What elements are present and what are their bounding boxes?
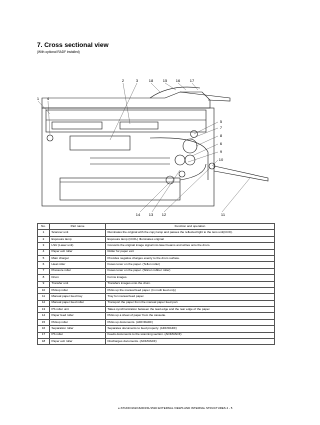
callout-18: 18 — [148, 78, 154, 83]
cross-section-figure — [30, 78, 280, 218]
cell-function: Picks up a sheet of paper from the cassette. — [106, 313, 275, 319]
cell-part-name: PS roller — [50, 332, 106, 338]
cell-function: Forms images. — [106, 275, 275, 281]
cell-function: Transfers images onto the drum. — [106, 281, 275, 287]
section-subnote: (With optional RADF installed) — [37, 50, 80, 54]
cell-no: 17 — [38, 332, 50, 338]
cell-function: Roller for paper exit — [106, 249, 275, 255]
callout-10: 10 — [218, 157, 224, 162]
cell-part-name: Separation roller — [50, 326, 106, 332]
cell-part-name: Pressure roller — [50, 268, 106, 274]
cell-part-name: LSU (Laser unit) — [50, 243, 106, 249]
cell-no: 6 — [38, 262, 50, 268]
cell-function: Fuses toner on the paper. (Silicon rubber roller) — [106, 268, 275, 274]
cell-no: 18 — [38, 339, 50, 345]
cell-no: 15 — [38, 319, 50, 325]
cell-part-name: Paper exit roller — [50, 339, 106, 345]
cell-function: Feeds documents to the scanning section. (ADF/RADF) — [106, 332, 275, 338]
cell-part-name: Manual paper feed tray — [50, 294, 106, 300]
callout-3: 3 — [135, 78, 139, 83]
cell-no: 3 — [38, 243, 50, 249]
callout-12: 12 — [161, 212, 167, 217]
header-function: Function and operation — [106, 224, 275, 230]
cell-no: 5 — [38, 255, 50, 261]
cell-no: 4 — [38, 249, 50, 255]
cell-part-name: Drum — [50, 275, 106, 281]
callout-1: 1 — [36, 96, 40, 101]
cross-section-drawing — [30, 78, 280, 218]
cell-function: Transport the paper from the manual paper feed port. — [106, 300, 275, 306]
cell-function: Tray for manual feed paper. — [106, 294, 275, 300]
parts-table — [37, 223, 275, 345]
section-heading: 7. Cross sectional view — [37, 42, 109, 49]
callout-2: 2 — [121, 78, 125, 83]
cell-no: 2 — [38, 236, 50, 242]
callout-15: 15 — [162, 78, 168, 83]
page-footer: e-STUDIO162/162D/151/151D EXTERNAL VIEWS AND INTERNAL STRUCTURES 4 - 5 — [118, 406, 233, 410]
cell-function: Takes synchronization between the lead edge and the rear edge of the paper. — [106, 307, 275, 313]
cell-function: Illuminates the original with the copy lamp and passes the reflected light to the lens unit(CCD). — [106, 230, 275, 236]
cell-no: 10 — [38, 287, 50, 293]
cell-no: 12 — [38, 300, 50, 306]
cell-no: 7 — [38, 268, 50, 274]
callout-6: 6 — [219, 141, 223, 146]
cell-no: 9 — [38, 281, 50, 287]
cell-part-name: Manual paper feed roller — [50, 300, 106, 306]
callout-9: 9 — [219, 149, 223, 154]
cell-part-name: Exposure lamp — [50, 236, 106, 242]
cell-part-name: Transfer unit — [50, 281, 106, 287]
cell-part-name: Paper feed roller — [50, 313, 106, 319]
cell-function: Exposure lamp (CCFL) Illuminates original — [106, 236, 275, 242]
cell-function: Converts the original image signal into laser beams and writes onto the drum. — [106, 243, 275, 249]
table-row — [38, 339, 275, 345]
cell-function: Separates documents to feed properly. (ADF/RADF) — [106, 326, 275, 332]
cell-no: 16 — [38, 326, 50, 332]
callout-17: 17 — [189, 78, 195, 83]
callout-11: 11 — [220, 212, 226, 217]
cell-function: Fuses toner on the paper. (Teflon roller) — [106, 262, 275, 268]
callout-14: 14 — [135, 212, 141, 217]
cell-part-name: Pickup roller — [50, 287, 106, 293]
cell-part-name: Main charger — [50, 255, 106, 261]
cell-function: Provides negative charges evenly to the drum surface. — [106, 255, 275, 261]
callout-7: 7 — [219, 125, 223, 130]
callout-8: 8 — [219, 133, 223, 138]
cell-part-name: Scanner unit — [50, 230, 106, 236]
cell-no: 11 — [38, 294, 50, 300]
cell-function: Picks up documents. (ADF/RADF) — [106, 319, 275, 325]
cell-function: Picks up the manual feed paper. (In multi feed only) — [106, 287, 275, 293]
cell-no: 8 — [38, 275, 50, 281]
callout-16: 16 — [175, 78, 181, 83]
header-no: No. — [38, 224, 50, 230]
cell-part-name: PS roller unit — [50, 307, 106, 313]
cell-part-name: Pickup roller — [50, 319, 106, 325]
cell-no: 13 — [38, 307, 50, 313]
callout-13: 13 — [148, 212, 154, 217]
cell-no: 14 — [38, 313, 50, 319]
cell-part-name: Heat roller — [50, 262, 106, 268]
cell-function: Discharges documents. (ADF/RADF) — [106, 339, 275, 345]
header-part-name: Part name — [50, 224, 106, 230]
cell-part-name: Paper exit roller — [50, 249, 106, 255]
cell-no: 1 — [38, 230, 50, 236]
callout-4: 4 — [46, 96, 50, 101]
callout-5: 5 — [219, 119, 223, 124]
